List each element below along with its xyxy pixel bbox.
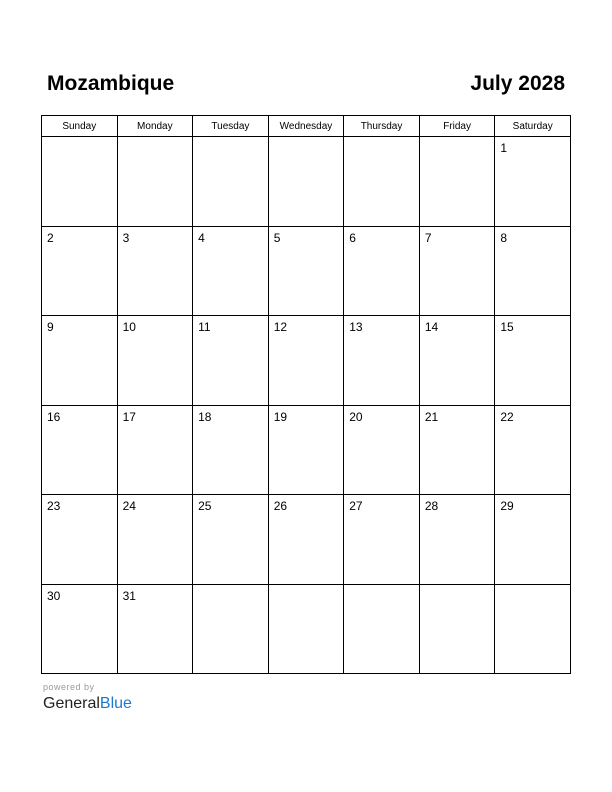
day-cell — [42, 584, 118, 674]
day-cell — [42, 495, 118, 585]
day-number — [193, 585, 268, 590]
day-cell — [344, 226, 420, 316]
day-cell — [193, 226, 269, 316]
day-number: 30 — [47, 588, 61, 603]
day-cell — [42, 316, 118, 406]
day-number: 1 — [500, 141, 508, 155]
day-number: 18 — [198, 409, 212, 424]
day-number: 6 — [349, 230, 356, 245]
day-cell — [344, 584, 420, 674]
month-year-title: July 2028 — [470, 72, 565, 95]
weekday-thursday: Thursday — [344, 116, 420, 137]
day-cell — [419, 405, 495, 495]
day-number: 16 — [47, 409, 61, 424]
day-number: 31 — [122, 588, 136, 603]
day-number: 3 — [122, 230, 130, 245]
footer-branding — [43, 682, 132, 715]
day-cell — [268, 584, 344, 674]
powered-by-text: powered by — [43, 682, 95, 692]
country-title: Mozambique — [47, 72, 175, 95]
day-number: 22 — [500, 409, 514, 424]
day-number — [118, 137, 193, 142]
day-cell — [344, 495, 420, 585]
calendar-grid — [41, 115, 571, 674]
day-number: 24 — [122, 499, 136, 513]
day-cell — [193, 495, 269, 585]
day-cell — [344, 316, 420, 406]
week-row — [42, 495, 571, 585]
day-number — [420, 585, 495, 590]
day-number: 29 — [500, 499, 514, 513]
weekday-sunday: Sunday — [42, 116, 118, 137]
day-cell — [344, 405, 420, 495]
day-number: 13 — [349, 320, 363, 334]
day-cell — [268, 316, 344, 406]
day-number: 2 — [47, 230, 54, 245]
day-cell — [193, 137, 269, 227]
day-number: 21 — [424, 409, 439, 424]
weekday-friday: Friday — [419, 116, 495, 137]
day-number: 4 — [198, 230, 205, 245]
day-number — [193, 137, 268, 142]
weekday-header-row — [42, 116, 571, 137]
day-number: 28 — [424, 499, 439, 513]
day-cell — [117, 316, 193, 406]
weekday-tuesday: Tuesday — [193, 116, 269, 137]
day-number — [269, 585, 344, 590]
day-number: 26 — [273, 499, 288, 513]
weekday-saturday: Saturday — [495, 116, 571, 137]
day-cell — [117, 495, 193, 585]
weekday-monday: Monday — [117, 116, 193, 137]
day-cell — [193, 405, 269, 495]
day-number — [344, 585, 419, 590]
day-cell — [42, 405, 118, 495]
day-cell — [419, 316, 495, 406]
week-row — [42, 226, 571, 316]
day-cell — [117, 584, 193, 674]
generalblue-logo — [43, 693, 132, 715]
week-row — [42, 316, 571, 406]
day-number: 23 — [47, 499, 61, 513]
day-cell — [117, 137, 193, 227]
day-cell — [495, 405, 571, 495]
day-number: 20 — [349, 409, 363, 424]
day-cell — [495, 137, 571, 227]
day-number: 25 — [198, 499, 212, 513]
day-number — [269, 137, 344, 142]
day-number: 12 — [273, 320, 288, 334]
day-cell — [495, 226, 571, 316]
day-cell — [117, 405, 193, 495]
week-row — [42, 137, 571, 227]
calendar-header — [41, 70, 571, 100]
day-cell — [419, 584, 495, 674]
day-number — [420, 137, 495, 142]
day-number: 9 — [47, 320, 54, 334]
day-number: 10 — [122, 320, 136, 334]
day-cell — [117, 226, 193, 316]
weekday-wednesday: Wednesday — [268, 116, 344, 137]
day-cell — [268, 495, 344, 585]
day-cell — [268, 226, 344, 316]
day-cell — [419, 495, 495, 585]
day-number: 7 — [424, 230, 432, 245]
day-cell — [495, 495, 571, 585]
day-number: 19 — [273, 409, 288, 424]
day-cell — [42, 226, 118, 316]
day-number: 15 — [500, 320, 514, 334]
day-number: 17 — [122, 409, 136, 424]
brand-blue-text: Blue — [99, 695, 132, 712]
day-cell — [193, 584, 269, 674]
day-number — [344, 137, 419, 142]
day-cell — [419, 226, 495, 316]
day-number: 5 — [273, 230, 281, 245]
day-number: 27 — [349, 499, 363, 513]
day-cell — [419, 137, 495, 227]
day-number: 11 — [198, 320, 211, 334]
brand-general-text: General — [43, 695, 100, 712]
day-cell — [193, 316, 269, 406]
day-number — [495, 585, 570, 590]
day-cell — [495, 584, 571, 674]
week-row — [42, 405, 571, 495]
day-cell — [495, 316, 571, 406]
day-cell — [268, 137, 344, 227]
day-number: 14 — [424, 320, 439, 334]
day-number: 8 — [500, 230, 508, 245]
day-cell — [42, 137, 118, 227]
day-cell — [344, 137, 420, 227]
day-number — [42, 137, 117, 142]
week-row — [42, 584, 571, 674]
day-cell — [268, 405, 344, 495]
